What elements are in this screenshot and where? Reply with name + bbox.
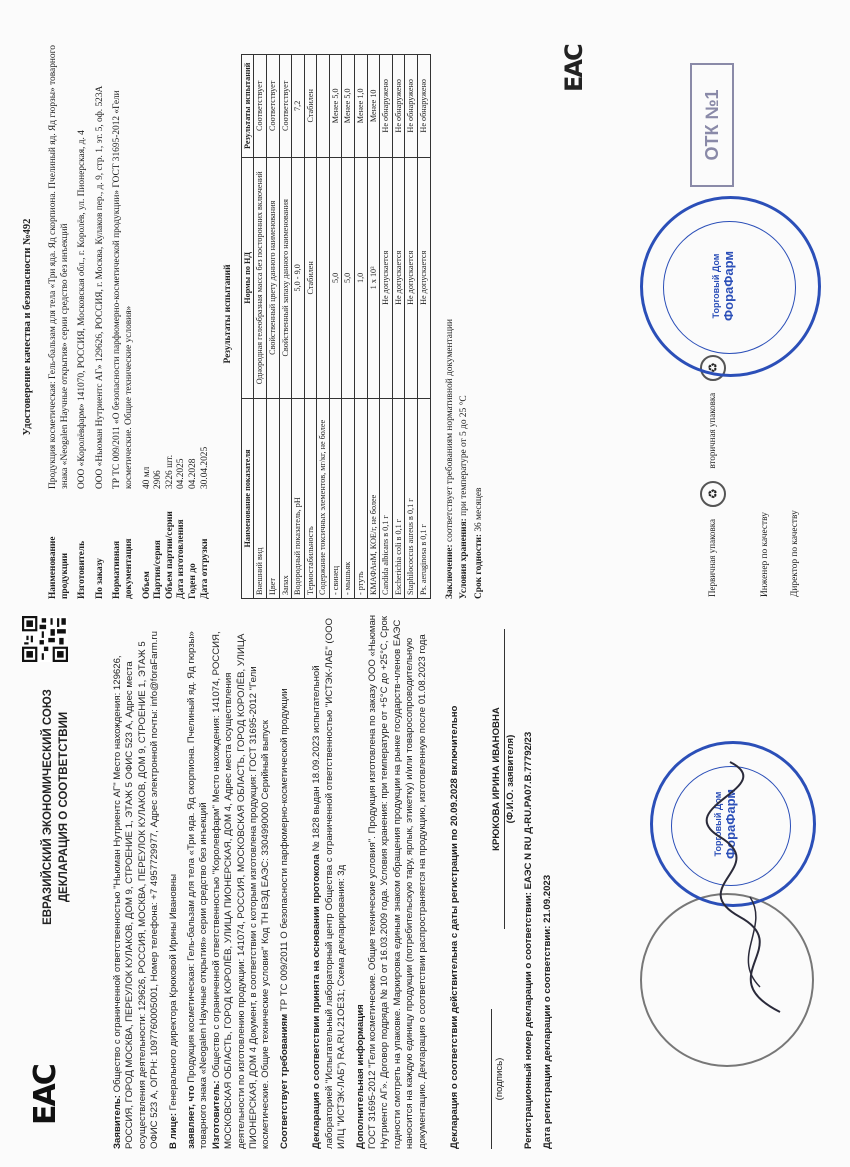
table-cell: Водородный показатель, pH xyxy=(292,399,305,599)
table-cell: 7,2 xyxy=(292,55,305,158)
reg-number-block xyxy=(523,614,535,1149)
table-cell: - мышьяк xyxy=(342,399,355,599)
certificate-fields xyxy=(48,29,136,599)
reg-date-label: Дата регистрации декларации о соответствии: xyxy=(541,925,553,1149)
table-row xyxy=(304,55,317,599)
table-cell: 5,0 - 9,0 xyxy=(292,157,305,398)
field-label: Нормативная документация xyxy=(112,538,134,599)
engineer-label: Инженер по качеству xyxy=(760,512,770,597)
person-block xyxy=(168,614,180,1149)
table-cell: Менее 10 xyxy=(367,55,380,158)
basis-text: № 1828 выдан 18.09.2023 испытательной лабораторией "Испытательный лабораторный центр Общества с ограниченной ответственностью "ИСТЭК-ЛАБ" (ООО ИЛЦ "ИСТЭК-ЛАБ") RA.RU.21ОЕ31; Схема декларирования: 3д xyxy=(311,617,348,1149)
small-field-label: Годен до xyxy=(187,563,198,599)
table-row xyxy=(254,55,267,599)
field-value: ТР ТС 009/2011 «О безопасности парфюмерно-косметической продукции» ГОСТ 31695-2012 «Гели косметические. Общие технические условия» xyxy=(112,90,134,489)
table-cell: Соответствует xyxy=(279,55,292,158)
table-cell: 1,0 xyxy=(355,157,368,398)
conforms-block xyxy=(279,614,291,1149)
small-field-value: 04.2028 xyxy=(187,458,198,489)
table-cell: КМАФАнМ, КОЕ/г, не более xyxy=(367,399,380,599)
recycle-icon: ♻ xyxy=(700,481,726,507)
table-cell: Ps. aeruginosa в 0,1 г xyxy=(418,399,431,599)
applicant-block xyxy=(112,614,162,1149)
certificate-field xyxy=(112,29,135,599)
table-cell: Не обнаружено xyxy=(405,55,418,158)
table-row xyxy=(279,55,292,599)
table-row xyxy=(380,55,393,599)
reg-number: ЕАЭС N RU Д-RU.РА07.В.77792/23 xyxy=(523,731,535,890)
declaration-title: ДЕКЛАРАЦИЯ О СООТВЕТСТВИИ xyxy=(58,711,70,903)
certificate-field xyxy=(48,29,71,599)
reg-number-label: Регистрационный номер декларации о соответствии: xyxy=(523,892,535,1149)
storage-label: Условия хранения: xyxy=(459,518,470,599)
pack-primary: Первичная упаковка xyxy=(707,519,718,597)
table-cell: Не обнаружено xyxy=(418,55,431,158)
field-value: Продукция косметическая: Гель-бальзам для тела «Три яда. Яд скорпиона. Пчелиный яд. Яд гюрзы» товарного знака «Neogalen Научные открытия» серии средство без инъекций xyxy=(48,45,70,489)
signers-block xyxy=(750,510,810,597)
results-header-cell: Результаты испытаний xyxy=(241,55,254,158)
certificate-small-field xyxy=(142,29,154,599)
table-cell: Candida albicans в 0,1 г xyxy=(380,399,393,599)
reg-date-block xyxy=(542,614,554,1149)
signature-scribble-icon xyxy=(700,757,800,1017)
table-cell: - ртуть xyxy=(355,399,368,599)
table-row xyxy=(405,55,418,599)
otk-stamp: ОТК №1 xyxy=(690,63,734,187)
field-label: Изготовитель xyxy=(77,540,88,599)
person-label: В лице: xyxy=(167,1112,179,1149)
signer-block xyxy=(491,629,517,929)
certificate-small-field xyxy=(165,29,177,599)
results-table xyxy=(241,54,431,599)
table-row xyxy=(292,55,305,599)
certificate-stamp xyxy=(640,196,821,377)
certificate-small-field xyxy=(176,29,188,599)
table-cell: - свинец xyxy=(329,399,342,599)
basis-block xyxy=(311,614,348,1149)
table-cell: Свойственный запаху данного наименования xyxy=(279,157,292,398)
certificate-stamp-text xyxy=(711,236,736,336)
table-row xyxy=(329,55,342,599)
extra-info-text: ГОСТ 31695-2012 "Гели косметические. Общие технические условия". Продукция изготовлена по заказу ООО «Ньюман Нутриентс АГ». Договор подряда № 10 от 16.03.2009 года. Условия хранения: при температуре от +5°С до +25°С, Срок годности смотреть на упаковке. Маркировка единым знаком обращения продукции на рынке государств-членов ЕАЭС наносится на каждую единицу продукции (потребительскую тару, ярлык, этикетку) и/или товаросопроводительную документацию. Декларация о соответствии распространяется на продукцию, изготовленную после 01.08.2023 года xyxy=(366,614,428,1149)
table-cell: 5,0 xyxy=(329,157,342,398)
small-field-label: Объем xyxy=(141,571,152,599)
applicant-label: Заявитель: xyxy=(112,1095,123,1149)
reg-date: 21.09.2023 xyxy=(541,874,553,923)
certificate-small-field xyxy=(153,29,165,599)
table-cell: Свойственный цвету данного наименования xyxy=(266,157,279,398)
table-cell: Запах xyxy=(279,399,292,599)
certificate-stamp-line2: ФораФарм xyxy=(721,251,736,321)
recycle-icon-2: ♻ xyxy=(700,355,726,381)
table-row xyxy=(367,55,380,599)
table-cell: Менее 5,0 xyxy=(329,55,342,158)
table-cell xyxy=(317,157,330,398)
certificate-field xyxy=(77,29,89,599)
conforms-label: Соответствует требованиям xyxy=(278,1013,290,1149)
small-field-value: 40 мл xyxy=(141,466,152,489)
table-cell: Стабилен xyxy=(304,157,317,398)
small-field-value: 30.04.2025 xyxy=(199,446,210,489)
small-field-value: 3226 шт. xyxy=(164,454,175,489)
storage-text: при температуре от 5 до 25 °С xyxy=(459,395,470,516)
certificate-title: Удостоверение качества и безопасности №492 xyxy=(22,218,33,436)
table-row xyxy=(418,55,431,599)
small-field-value: 04.2025 xyxy=(176,458,187,489)
small-field-label: Партия/серия xyxy=(153,540,164,599)
table-cell: Стабилен xyxy=(304,55,317,158)
basis-label: Декларация о соответствии принята на основании протокола xyxy=(311,854,323,1149)
table-cell: Менее 5,0 xyxy=(342,55,355,158)
table-row xyxy=(342,55,355,599)
certificate-body xyxy=(48,29,488,599)
applicant-text: Общество с ограниченной ответственностью "Ньюман Нутриентс АГ" Место нахождения: 129626, РОССИЯ, ГОРОД МОСКВА, ПЕРЕУЛОК КУЛАКОВ, ДОМ 9, СТРОЕНИЕ 1, ЭТАЖ 5 ОФИС 523 А, Адрес места осуществления деятельности: 129626, РОССИЯ, МОСКВА, ПЕРЕУЛОК КУЛАКОВ, ДОМ 9, СТРОЕНИЕ 1, ЭТАЖ 5 ОФИС 523 А, ОГРН: 1097760005001, Номер телефона: +7 4957729977, Адрес электронной почты: info@foraFarm.ru xyxy=(112,631,161,1149)
qr-code-icon xyxy=(22,616,68,662)
small-field-label: Объем партии/серии xyxy=(164,511,175,599)
packaging-row xyxy=(700,355,726,597)
stamp-line2: ФораФарм xyxy=(723,789,738,859)
eac-logo: ЕАС xyxy=(28,1065,63,1125)
small-field-label: Дата отгрузки xyxy=(199,538,210,599)
results-header-cell: Наименование показателя xyxy=(241,399,254,599)
table-cell xyxy=(317,55,330,158)
declaration-body xyxy=(112,614,560,1149)
declares-label: заявляет, что xyxy=(186,1085,198,1149)
manufacturer-text: Общество с ограниченной ответственностью "Королевфарм" Место нахождения: 141074, РОССИЯ, МОСКОВСКАЯ ОБЛАСТЬ, ГОРОД КОРОЛЁВ, УЛИЦА ПИОНЕРСКАЯ, ДОМ 4, Адрес места осуществления деятельности по изготовлению продукции: 141074, РОССИЯ, МОСКОВСКАЯ ОБЛАСТЬ, ГОРОД КОРОЛЁВ, УЛИЦА ПИОНЕРСКАЯ, ДОМ 4 Документ, в соответствии с которым изготовлена продукция: ГОСТ 31695-2012 "Гели косметические. Общие технические условия" Код ТН ВЭД ЕАЭС: 3304990000 Серийный выпуск xyxy=(210,631,272,1149)
table-cell: Однородная гелеобразная масса без посторонних включений xyxy=(254,157,267,398)
field-label: Наименование продукции xyxy=(48,536,70,599)
declaration-header xyxy=(40,617,72,997)
extra-info-block xyxy=(355,614,429,1149)
table-cell: Содержание токсичных элементов, мг/кг, не более xyxy=(317,399,330,599)
signature-caption: (подпись) xyxy=(491,1009,517,1149)
conclusion-block xyxy=(445,29,486,599)
table-cell: Не допускается xyxy=(380,157,393,398)
stamp-line1: Торговый Дом xyxy=(713,791,723,857)
table-cell: Не обнаружено xyxy=(380,55,393,158)
table-cell: Термостабильность xyxy=(304,399,317,599)
table-cell: Соответствует xyxy=(254,55,267,158)
name-caption: (Ф.И.О. заявителя) xyxy=(504,734,516,824)
conclusion-text: соответствует требованиям нормативной документации xyxy=(444,319,455,543)
small-field-value: 2906 xyxy=(153,470,164,489)
table-cell: Не допускается xyxy=(392,157,405,398)
validity-label: Декларация о соответствии действительна с даты регистрации по xyxy=(448,828,460,1149)
certificate-small-field xyxy=(188,29,200,599)
table-row xyxy=(392,55,405,599)
table-cell: Не обнаружено xyxy=(392,55,405,158)
shelf-label: Срок годности: xyxy=(473,534,484,599)
certificate-small-fields xyxy=(142,29,212,599)
table-cell: Внешний вид xyxy=(254,399,267,599)
manufacturer-label: Изготовитель: xyxy=(210,1080,222,1149)
declaration-section xyxy=(0,607,850,1167)
certificate-field xyxy=(95,29,107,599)
declares-text: Продукция косметическая: Гель-бальзам для тела «Три яда. Яд скорпиона. Пчелиный яд. Яд гюрзы» товарного знака «Neogalen Научные открытия» серии средство без инъекций xyxy=(186,631,210,1149)
field-label: По заказу xyxy=(94,558,105,599)
signer-name: КРЮКОВА ИРИНА ИВАНОВНА xyxy=(491,629,504,929)
person-text: Генерального директора Крюковой Ирины Ивановны xyxy=(167,874,179,1111)
conclusion-label: Заключение: xyxy=(444,544,455,599)
table-cell: Escherichia coli в 0,1 г xyxy=(392,399,405,599)
eac-logo-small: ЕАС xyxy=(560,45,588,92)
table-cell: Не допускается xyxy=(405,157,418,398)
field-value: ООО «Ньюман Нутриентс АГ» 129626, РОССИЯ, г. Москва, Кулаков пер., д. 9, стр. 1, эт. 5, оф. 523А xyxy=(94,85,105,489)
extra-info-label: Дополнительная информация xyxy=(354,1004,366,1149)
table-cell: Цвет xyxy=(266,399,279,599)
table-cell: Staphilococcus aureus в 0,1 г xyxy=(405,399,418,599)
table-cell: Не допускается xyxy=(418,157,431,398)
union-name: ЕВРАЗИЙСКИЙ ЭКОНОМИЧЕСКИЙ СОЮЗ xyxy=(42,689,54,925)
results-header-row xyxy=(241,55,254,599)
director-label: Директор по качеству xyxy=(790,510,800,597)
pack-secondary: вторичная упаковка xyxy=(707,392,718,469)
shelf-text: 36 месяцев xyxy=(473,487,484,532)
validity-block xyxy=(449,614,461,1149)
conforms-text: ТР ТС 009/2011 О безопасности парфюмерно-косметической продукции xyxy=(278,688,290,1012)
declares-block xyxy=(186,614,273,1149)
table-cell: Менее 1,0 xyxy=(355,55,368,158)
table-cell: 1 х 10³ xyxy=(367,157,380,398)
table-cell: 5,0 xyxy=(342,157,355,398)
small-field-label: Дата изготовления xyxy=(176,519,187,599)
validity-text: 20.09.2028 включительно xyxy=(448,705,460,827)
table-cell: Соответствует xyxy=(266,55,279,158)
certificate-small-field xyxy=(200,29,212,599)
table-row xyxy=(355,55,368,599)
certificate-stamp-line1: Торговый Дом xyxy=(711,253,721,319)
signature-row xyxy=(491,629,517,1149)
table-row xyxy=(266,55,279,599)
field-value: ООО «Королёвфарм» 141070, РОССИЯ, Московская обл., г. Королёв, ул. Пионерская, д. 4 xyxy=(77,130,88,489)
results-header-cell: Нормы по НД xyxy=(241,157,254,398)
results-title: Результаты испытаний xyxy=(223,264,234,364)
table-row xyxy=(317,55,330,599)
